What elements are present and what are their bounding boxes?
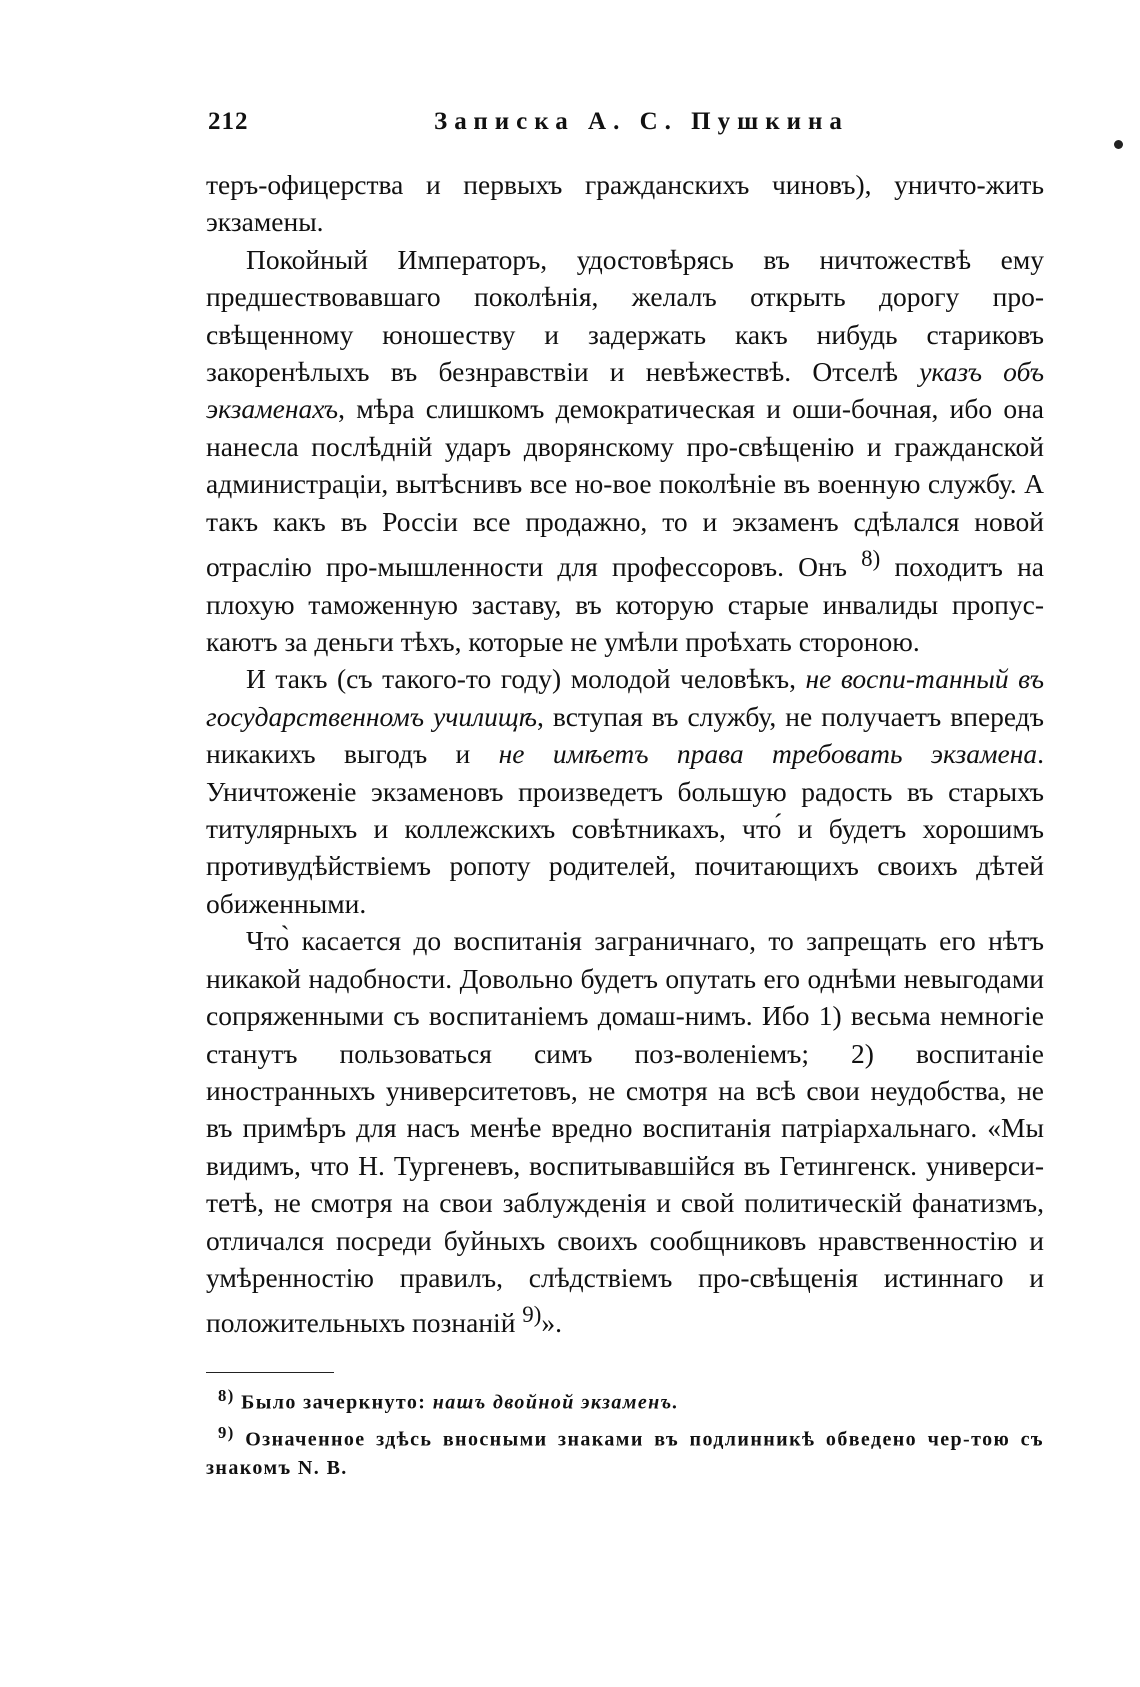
footnote-9-text: Означенное здѣсь вносными знаками въ подлинникѣ обведено чер-тою съ знакомъ N. B. [206, 1428, 1044, 1480]
footnote-ref-9: 9) [522, 1302, 542, 1328]
footnote-8-text: Было зачеркнуто: [234, 1391, 433, 1414]
paragraph-3-text-a: И такъ (съ такого-то году) молодой человѣкъ, [246, 663, 806, 695]
paragraph-2-emphasis: указъ объ экзаменахъ [206, 356, 1044, 425]
footnotes [206, 1381, 1044, 1483]
paragraph-3-emphasis-2: не имѣетъ права требовать экзамена [498, 738, 1038, 770]
footnote-9 [206, 1418, 1044, 1484]
running-title: Записка А. С. Пушкина [434, 108, 849, 135]
paragraph-2-text-b: , мѣра слишкомъ демократическая и оши-бочная, ибо она нанесла послѣдній ударъ дворянскому про-свѣщенію и гражданской администраціи, вытѣснивъ все но-вое поколѣніе въ военную службу. А такъ какъ въ Россіи все продажно, то и экзаменъ сдѣлался новой отраслію про-мышленности для профессоровъ. Онъ [206, 393, 1044, 583]
footnote-8-emphasis: нашъ двойной экзаменъ. [432, 1391, 679, 1414]
footnote-ref-8: 8) [861, 546, 881, 572]
paragraph-3 [206, 660, 1044, 922]
paragraph-2-text-a: Покойный Императоръ, удостовѣрясь въ ничтожествѣ ему предшествовавшаго поколѣнія, желалъ открыть дорогу про-свѣщенному юношеству и задержать какъ нибудь стариковъ закоренѣлыхъ въ безнравствіи и невѣжествѣ. Отселѣ [206, 243, 1044, 388]
footnote-8-marker: 8) [218, 1385, 235, 1405]
margin-ink-dot [1114, 140, 1123, 149]
paragraph-4 [206, 922, 1044, 1342]
footnote-8 [206, 1381, 1044, 1418]
book-page [206, 108, 1044, 1483]
paragraph-1-text: теръ-офицерства и первыхъ гражданскихъ чиновъ), уничто-жить экзамены. [206, 169, 1044, 238]
paragraph-4-text-a: Что̀ касается до воспитанія заграничнаго, то запрещать его нѣтъ никакой надобности. Довольно будетъ опутать его однѣми невыгодами сопряженными съ воспитаніемъ домаш-нимъ. Ибо 1) весьма немногіе станутъ пользоваться симъ поз-воленіемъ; 2) воспитаніе иностранныхъ университетовъ, не смотря на всѣ свои неудобства, не въ примѣръ для насъ менѣе вредно воспитанія патріархальнаго. «Мы видимъ, что Н. Тургеневъ, воспитывавшійся въ Гетингенск. универси-тетѣ, не смотря на свои заблужденія и свой политическій фанатизмъ, отличался посреди буйныхъ своихъ сообщниковъ нравственностію и умѣренностію правилъ, слѣдствіемъ про-свѣщенія истиннаго и положительныхъ познаній [206, 925, 1044, 1339]
body-text [206, 166, 1044, 1342]
page-number: 212 [208, 108, 249, 135]
paragraph-3-text-b: , вступая въ службу, не получаетъ впередъ никакихъ выгодъ и [206, 700, 1044, 770]
paragraph-2 [206, 241, 1044, 661]
paragraph-1 [206, 166, 1044, 241]
footnote-9-marker: 9) [218, 1422, 235, 1442]
paragraph-2-text-c: походитъ на плохую таможенную заставу, въ которую старые инвалиды пропус-каютъ за деньги тѣхъ, которые не умѣли проѣхать стороною. [206, 551, 1044, 658]
footnote-divider [206, 1372, 334, 1373]
paragraph-4-text-b: ». [541, 1307, 563, 1339]
paragraph-3-emphasis-1: не воспи-танный въ государственномъ училищѣ [206, 663, 1044, 732]
page-header [206, 108, 1044, 144]
paragraph-3-text-c: . Уничтоженіе экзаменовъ произведетъ большую радость въ старыхъ титулярныхъ и коллежскихъ совѣтникахъ, что́ и будетъ хорошимъ противудѣйствіемъ ропоту родителей, почитающихъ своихъ дѣтей обиженными. [206, 738, 1045, 919]
